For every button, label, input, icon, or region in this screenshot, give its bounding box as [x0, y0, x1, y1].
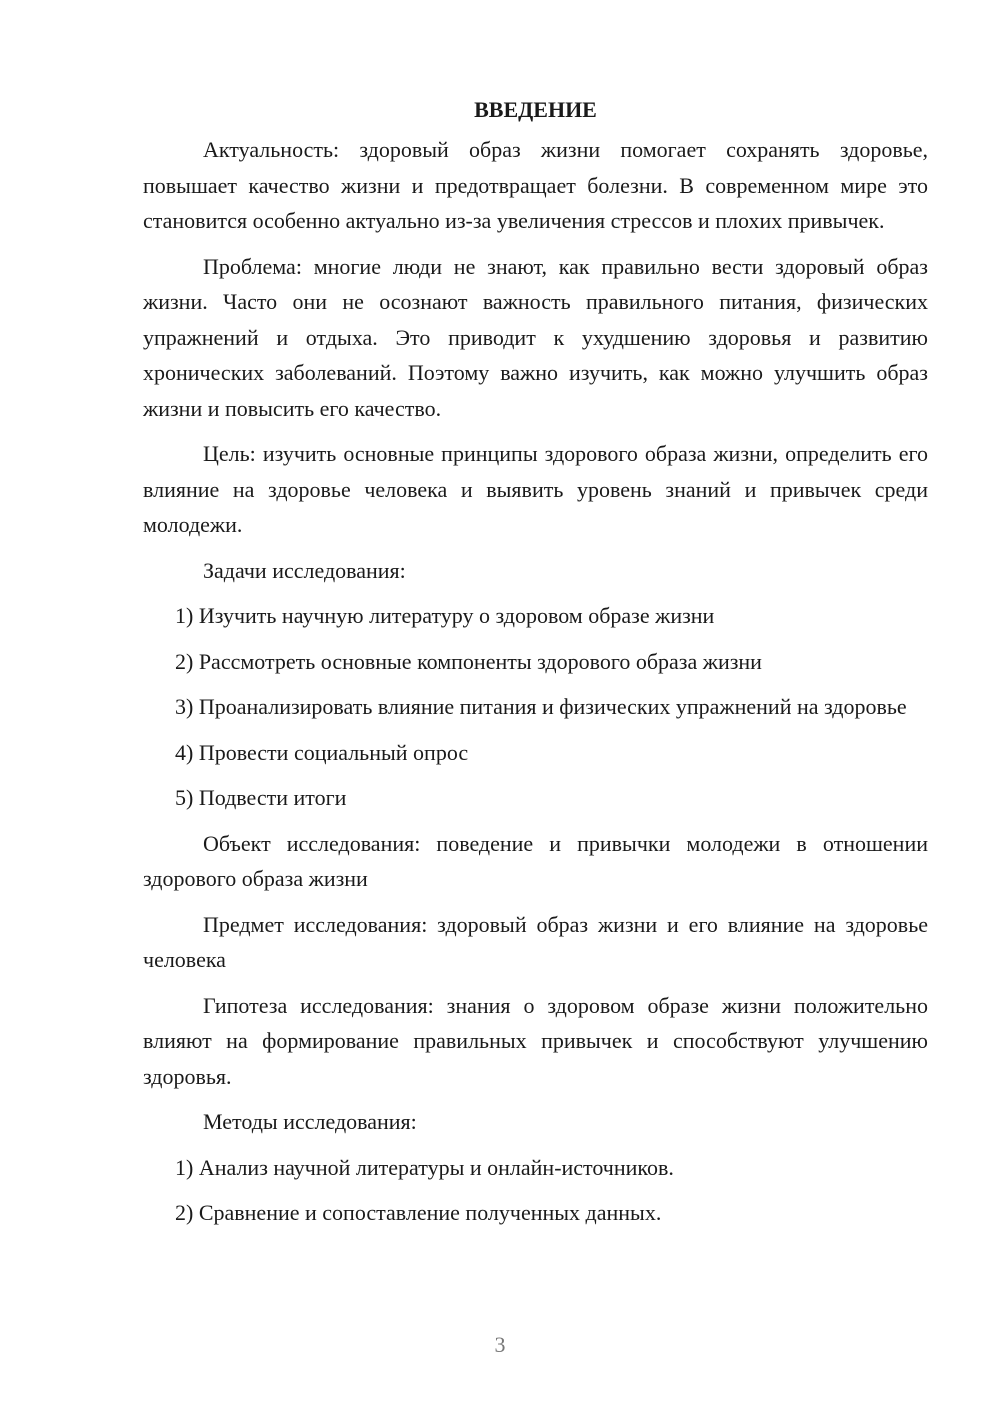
tasks-heading: Задачи исследования: [203, 557, 406, 583]
document-page [143, 92, 928, 1241]
task-item: 4) Провести социальный опрос [175, 739, 469, 765]
method-item: 2) Сравнение и сопоставление полученных данных. [175, 1200, 662, 1225]
goal-paragraph: Цель: изучить основные принципы здорового образа жизни, определить его влияние на здоровье человека и выявить уровень знаний и привычек среди молодежи. [143, 441, 928, 537]
method-item: 1) Анализ научной литературы и онлайн-источников. [175, 1154, 674, 1180]
task-item: 5) Подвести итоги [175, 785, 347, 810]
problem-paragraph: Проблема: многие люди не знают, как правильно вести здоровый образ жизни. Часто они не осознают важность правильного питания, физических упражнений и отдыха. Это приводит к ухудшению здоровья и развитию хронических заболеваний. Поэтому важно изучить, как можно улучшить образ жизни и повысить его качество. [143, 253, 928, 421]
page-title: ВВЕДЕНИЕ [474, 97, 597, 122]
hypothesis-paragraph: Гипотеза исследования: знания о здоровом образе жизни положительно влияют на формирование правильных привычек и способствуют улучшению здоровья. [143, 992, 928, 1089]
task-item: 2) Рассмотреть основные компоненты здорового образа жизни [175, 648, 762, 674]
subject-paragraph: Предмет исследования: здоровый образ жизни и его влияние на здоровье человека [143, 911, 928, 972]
page-number: 3 [494, 1332, 506, 1357]
methods-heading: Методы исследования: [203, 1109, 417, 1134]
relevance-paragraph: Актуальность: здоровый образ жизни помогает сохранять здоровье, повышает качество жизни и предотвращает болезни. В современном мире это становится особенно актуально из-за увеличения стрессов и плохих привычек. [143, 137, 928, 233]
task-item: 3) Проанализировать влияние питания и физических упражнений на здоровье [175, 694, 907, 719]
task-item: 1) Изучить научную литературу о здоровом образе жизни [175, 603, 715, 628]
object-paragraph: Объект исследования: поведение и привычки молодежи в отношении здорового образа жизни [143, 830, 928, 891]
